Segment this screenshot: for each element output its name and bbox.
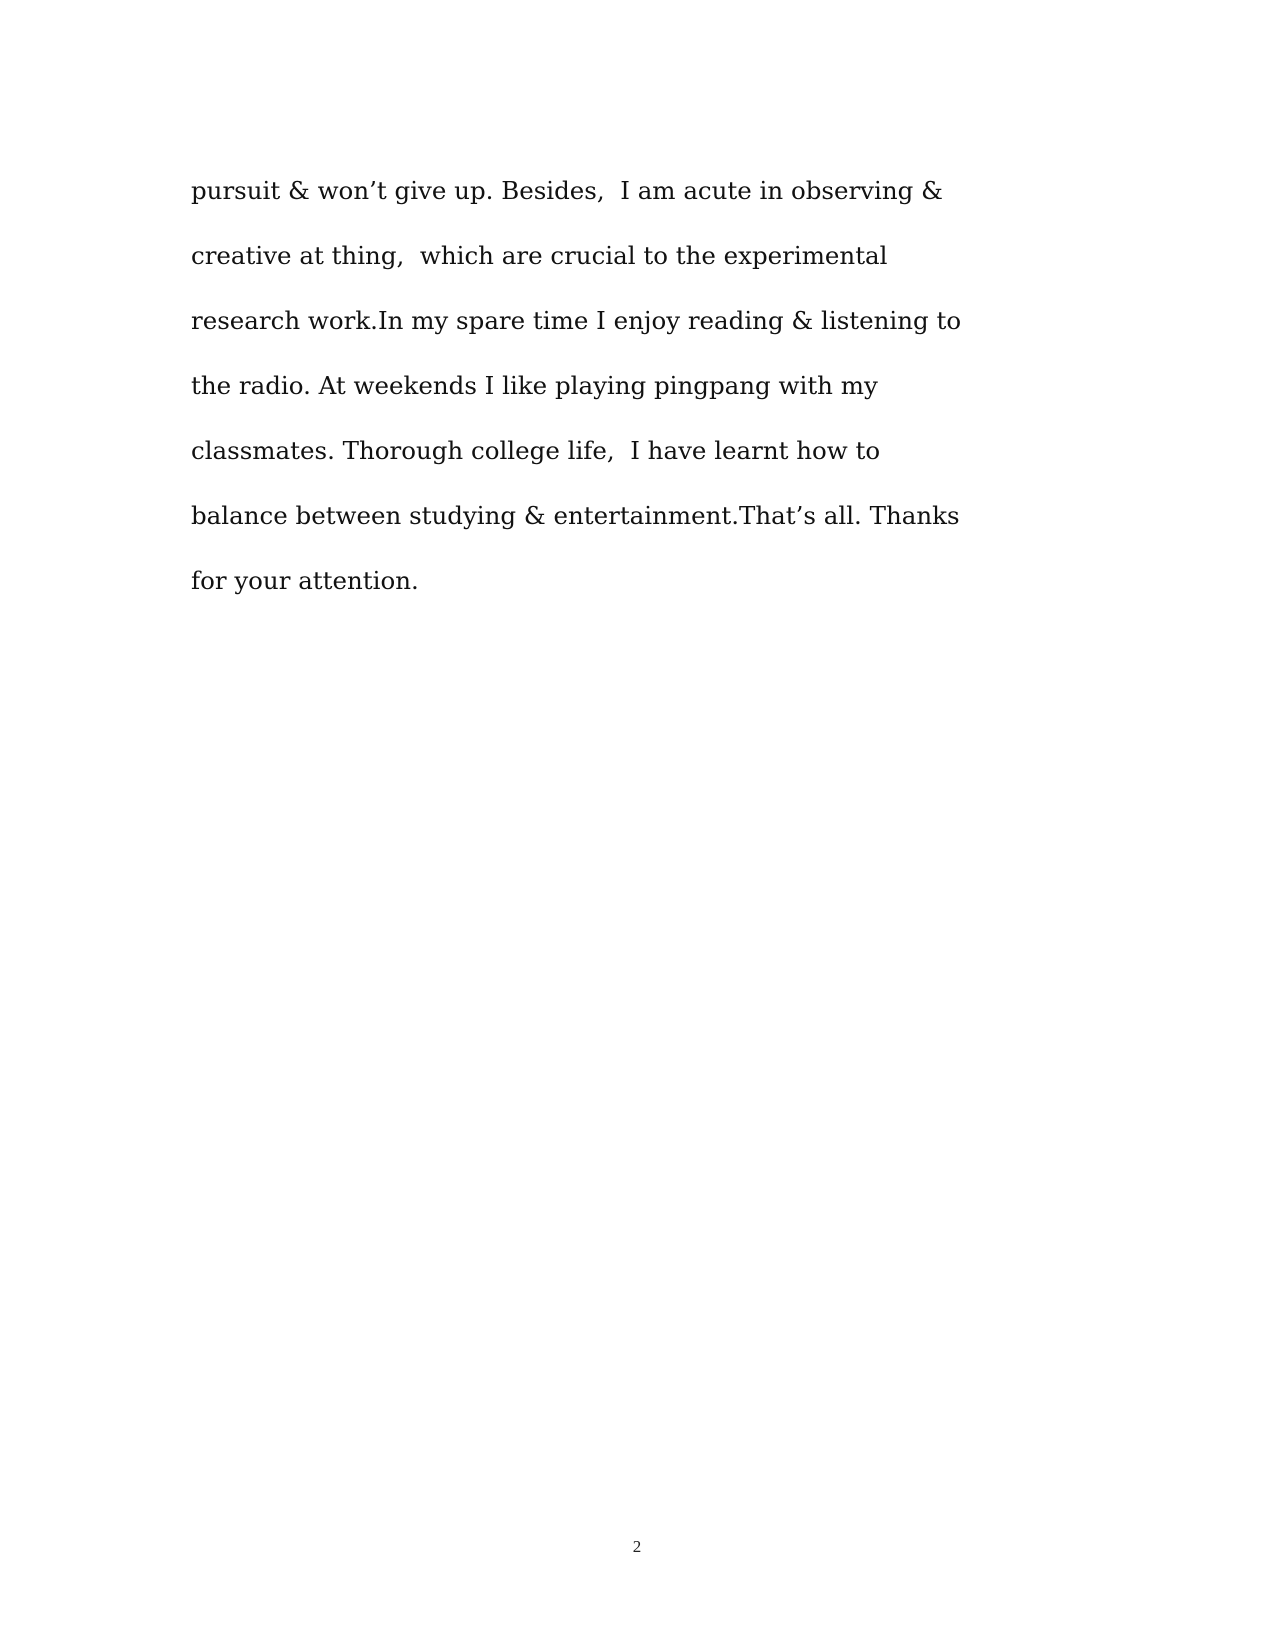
paragraph-line: balance between studying & entertainment.That’s all. Thanks xyxy=(191,501,960,530)
paragraph-line: classmates. Thorough college life, I have learnt how to xyxy=(191,436,881,465)
body-paragraph xyxy=(191,158,1111,613)
paragraph-line: for your attention. xyxy=(191,566,419,595)
paragraph-line: creative at thing, which are crucial to the experimental xyxy=(191,241,888,270)
paragraph-line: research work.In my spare time I enjoy reading & listening to xyxy=(191,306,962,335)
paragraph-line: the radio. At weekends I like playing pingpang with my xyxy=(191,371,878,400)
page-number: 2 xyxy=(632,1537,642,1556)
paragraph-line: pursuit & won’t give up. Besides, I am acute in observing & xyxy=(191,176,943,205)
